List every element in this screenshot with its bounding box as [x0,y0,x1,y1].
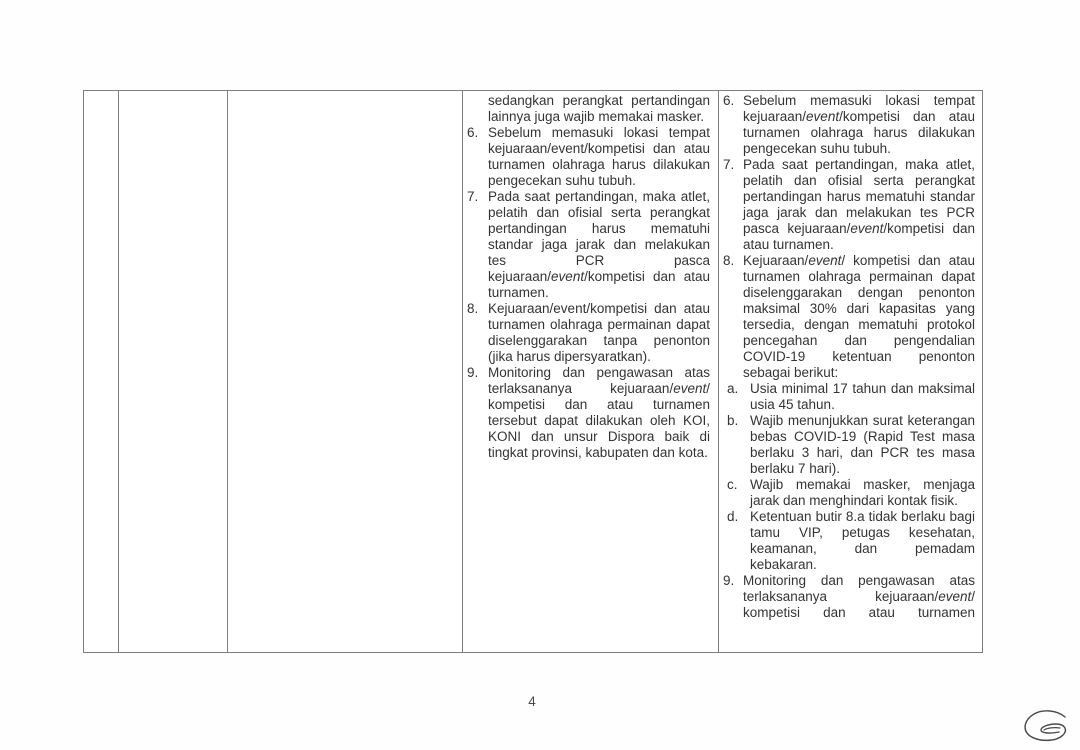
list-item-text: Wajib menunjukkan surat keterangan bebas COVID-19 (Rapid Test masa berlaku 3 hari, dan PCR tes masa berlaku 7 hari). [750,413,975,476]
list-item-marker: a. [727,381,739,396]
list-item [467,189,710,301]
list-item-marker: 9. [467,365,479,380]
list-item [727,381,975,413]
list-item-marker: 6. [723,93,735,108]
list-item-text: Pada saat pertandingan, maka atlet, pelatih dan ofisial serta perangkat pertandingan harus mematuhi standar jaga jarak dan melakukan tes PCR pasca kejuaraan/event/kompetisi dan atau turnamen. [488,189,710,300]
list-item-marker: 7. [467,189,479,204]
list-item [727,477,975,509]
table-column-protocol-with-spectators [719,91,982,652]
list-item [467,301,710,365]
list-item-text: Pada saat pertandingan, maka atlet, pelatih dan ofisial serta perangkat pertandingan harus mematuhi standar jaga jarak dan melakukan tes PCR pasca kejuaraan/event/kompetisi dan atau turnamen. [743,157,975,252]
list-item [727,413,975,477]
list-item-marker: c. [727,477,738,492]
list-item-text: Usia minimal 17 tahun dan maksimal usia 45 tahun. [750,381,975,412]
list-item [723,573,975,621]
list-item-marker: d. [727,509,739,524]
signature-scribble [1019,707,1071,747]
list-item [723,253,975,381]
list-item-marker: b. [727,413,739,428]
list-item-marker: 8. [723,253,735,268]
list-item [723,157,975,253]
list-item-text: Wajib memakai masker, menjaga jarak dan menghindari kontak fisik. [750,477,975,508]
list-item-text: Monitoring dan pengawasan atas terlaksananya kejuaraan/event/ kompetisi dan atau turnamen tersebut dapat dilakukan oleh KOI, KONI dan unsur Dispora baik di tingkat provinsi, kabupaten dan kota. [488,365,710,460]
list-item [467,125,710,189]
list-item-text: Sebelum memasuki lokasi tempat kejuaraan/event/kompetisi dan atau turnamen olahraga harus dilakukan pengecekan suhu tubuh. [743,93,975,156]
list-item-text: Kejuaraan/event/ kompetisi dan atau turnamen olahraga permainan dapat diselenggarakan dengan penonton maksimal 30% dari kapasitas yang tersedia, dengan mematuhi protokol pencegahan dan pengendalian COVID-19 ketentuan penonton sebagai berikut: [743,253,975,380]
list-item-marker: 7. [723,157,735,172]
table-column-empty-3 [228,91,463,652]
table-column-protocol-without-spectators [463,91,719,652]
list-item-marker: 9. [723,573,735,588]
table-column-empty-2 [119,91,228,652]
table-column-row-number [84,91,119,652]
page-number: 4 [528,694,536,709]
list-item [467,93,710,125]
list-item [467,365,710,461]
list-item-text: sedangkan perangkat pertandingan lainnya juga wajib memakai masker. [488,93,710,124]
list-item [727,509,975,573]
list-item-text: Monitoring dan pengawasan atas terlaksananya kejuaraan/event/ kompetisi dan atau turnamen [743,573,975,620]
list-item-marker: 8. [467,301,479,316]
list-item-marker [467,93,488,125]
list-item-text: Sebelum memasuki lokasi tempat kejuaraan/event/kompetisi dan atau turnamen olahraga harus dilakukan pengecekan suhu tubuh. [488,125,710,188]
list-item [723,93,975,157]
list-item-text: Kejuaraan/event/kompetisi dan atau turnamen olahraga permainan dapat diselenggarakan tanpa penonton (jika harus dipersyaratkan). [488,301,710,364]
list-item-marker: 6. [467,125,479,140]
protocol-table [83,90,983,653]
list-item-text: Ketentuan butir 8.a tidak berlaku bagi tamu VIP, petugas kesehatan, keamanan, dan pemadam kebakaran. [750,509,975,572]
